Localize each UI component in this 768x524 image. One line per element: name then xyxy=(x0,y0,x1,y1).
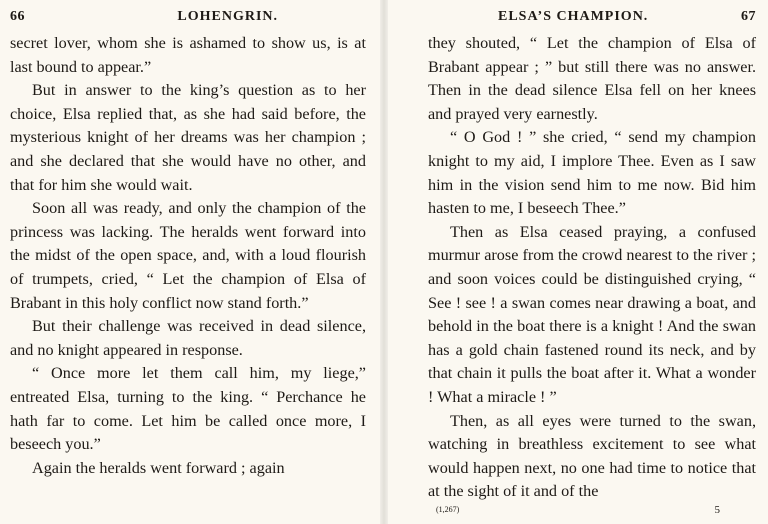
paragraph: Then as Elsa ceased praying, a confused murmur arose from the crowd nearest to the river ; and soon voices could be distinguished crying, “ See ! see ! a swan comes near drawing a boat, and behold in the boat there is a knight ! And the swan has a gold chain fastened round its neck, and by that chain it pulls the boat after it. What a wonder ! What a miracle ! ” xyxy=(428,222,756,406)
right-running-head xyxy=(428,6,756,32)
paragraph: secret lover, whom she is ashamed to show us, is at last bound to appear.” xyxy=(10,34,366,76)
paragraph: Soon all was ready, and only the champion of the princess was lacking. The heralds went forward into the midst of the open space, and, with a loud flourish of trumpets, cried, “ Let the champion of Elsa of Brabant in this holy conflict now stand forth.” xyxy=(10,199,366,312)
paragraph: Then, as all eyes were turned to the swan, watching in breathless excitement to see what would happen next, no one had time to notice that at the sight of it and of the xyxy=(428,411,756,501)
left-body-text xyxy=(10,32,366,480)
left-running-head xyxy=(10,6,366,32)
left-running-title: LOHENGRIN. xyxy=(177,9,278,24)
paragraph: they shouted, “ Let the champion of Elsa of Brabant appear ; ” but still there was no answer. Then in the dead silence Elsa fell on her knees and prayed very earnestly. xyxy=(428,34,756,123)
paragraph: But in answer to the king’s question as to her choice, Elsa replied that, as she had said before, the mysterious knight of her dreams was her champion ; and she declared that she would have no other, and that for him she would wait. xyxy=(10,81,366,194)
right-page xyxy=(384,0,768,524)
signature-mark: (1,267) xyxy=(436,505,460,514)
paragraph: Again the heralds went forward ; again xyxy=(32,458,285,477)
right-page-number: 67 xyxy=(741,9,756,24)
paragraph: “ Once more let them call him, my liege,” entreated Elsa, turning to the king. “ Perchance he hath far to come. Let him be called once more, I beseech you.” xyxy=(10,364,366,454)
right-body-text xyxy=(428,32,756,504)
left-page-number: 66 xyxy=(10,9,25,24)
paragraph: But their challenge was received in dead silence, and no knight appeared in response. xyxy=(10,317,366,359)
right-running-title: ELSA’S CHAMPION. xyxy=(498,9,649,24)
gathering-number: 5 xyxy=(714,504,720,516)
paragraph: “ O God ! ” she cried, “ send my champion knight to my aid, I implore Thee. Even as I saw him in the vision send him to me now. Bid him hasten to me, I beseech Thee.” xyxy=(428,128,756,218)
